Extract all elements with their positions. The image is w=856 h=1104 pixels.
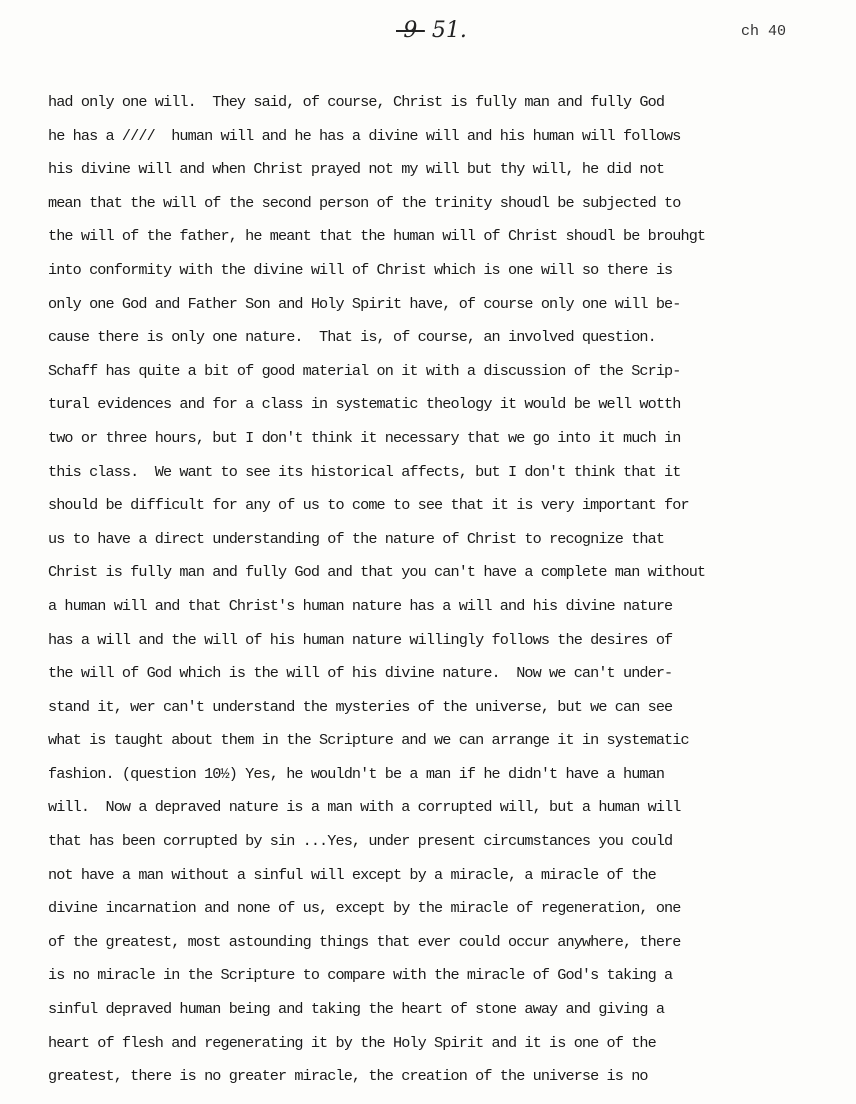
page-number (396, 18, 486, 43)
text-line: only one God and Father Son and Holy Spirit have, of course only one will be- (48, 294, 681, 313)
text-line: the will of God which is the will of his divine nature. Now we can't under- (48, 664, 673, 683)
text-line: should be difficult for any of us to come to see that it is very important for (48, 496, 689, 515)
text-line: is no miracle in the Scripture to compare with the miracle of God's taking a (48, 966, 673, 985)
text-line: cause there is only one nature. That is, of course, an involved question. (48, 328, 656, 347)
text-line: has a will and the will of his human nature willingly follows the desires of (48, 630, 673, 649)
text-line: will. Now a depraved nature is a man with a corrupted will, but a human will (48, 798, 681, 817)
text-line: had only one will. They said, of course, Christ is fully man and fully God (48, 93, 665, 111)
text-line: mean that the will of the second person of the trinity shoudl be subjected to (48, 193, 681, 212)
text-line: heart of flesh and regenerating it by the Holy Spirit and it is one of the (48, 1033, 656, 1052)
text-line: sinful depraved human being and taking the heart of stone away and giving a (48, 1000, 665, 1019)
text-line: this class. We want to see its historical affects, but I don't think that it (48, 462, 681, 481)
handwritten-page-number: 51. (424, 18, 467, 43)
text-line: stand it, wer can't understand the mysteries of the universe, but we can see (48, 697, 673, 716)
text-line: fashion. (question 10½) Yes, he wouldn't be a man if he didn't have a human (48, 764, 665, 783)
text-line: tural evidences and for a class in systematic theology it would be well wotth (48, 395, 681, 414)
text-line: a human will and that Christ's human nature has a will and his divine nature (48, 596, 673, 615)
text-line: greatest, there is no greater miracle, the creation of the universe is no (48, 1067, 648, 1086)
text-line: into conformity with the divine will of Christ which is one will so there is (48, 260, 673, 279)
text-line: the will of the father, he meant that the human will of Christ shoudl be brouhgt (48, 227, 706, 246)
text-line: not have a man without a sinful will except by a miracle, a miracle of the (48, 865, 656, 884)
text-line: two or three hours, but I don't think it necessary that we go into it much in (48, 428, 681, 447)
text-line: us to have a direct understanding of the nature of Christ to recognize that (48, 529, 665, 548)
text-line: that has been corrupted by sin ...Yes, under present circumstances you could (48, 832, 673, 851)
text-line: his divine will and when Christ prayed not my will but thy will, he did not (48, 160, 665, 179)
text-line: of the greatest, most astounding things that ever could occur anywhere, there (48, 932, 681, 951)
struck-page-number: -9- (396, 18, 425, 43)
text-line: Christ is fully man and fully God and that you can't have a complete man without (48, 563, 706, 582)
text-line: what is taught about them in the Scripture and we can arrange it in systematic (48, 731, 689, 750)
text-line: divine incarnation and none of us, except by the miracle of regeneration, one (48, 899, 681, 918)
text-line: Schaff has quite a bit of good material on it with a discussion of the Scrip- (48, 361, 681, 380)
body-text (48, 90, 856, 1098)
chapter-label: ch 40 (741, 23, 787, 40)
text-line: he has a //// human will and he has a divine will and his human will follows (48, 126, 681, 145)
